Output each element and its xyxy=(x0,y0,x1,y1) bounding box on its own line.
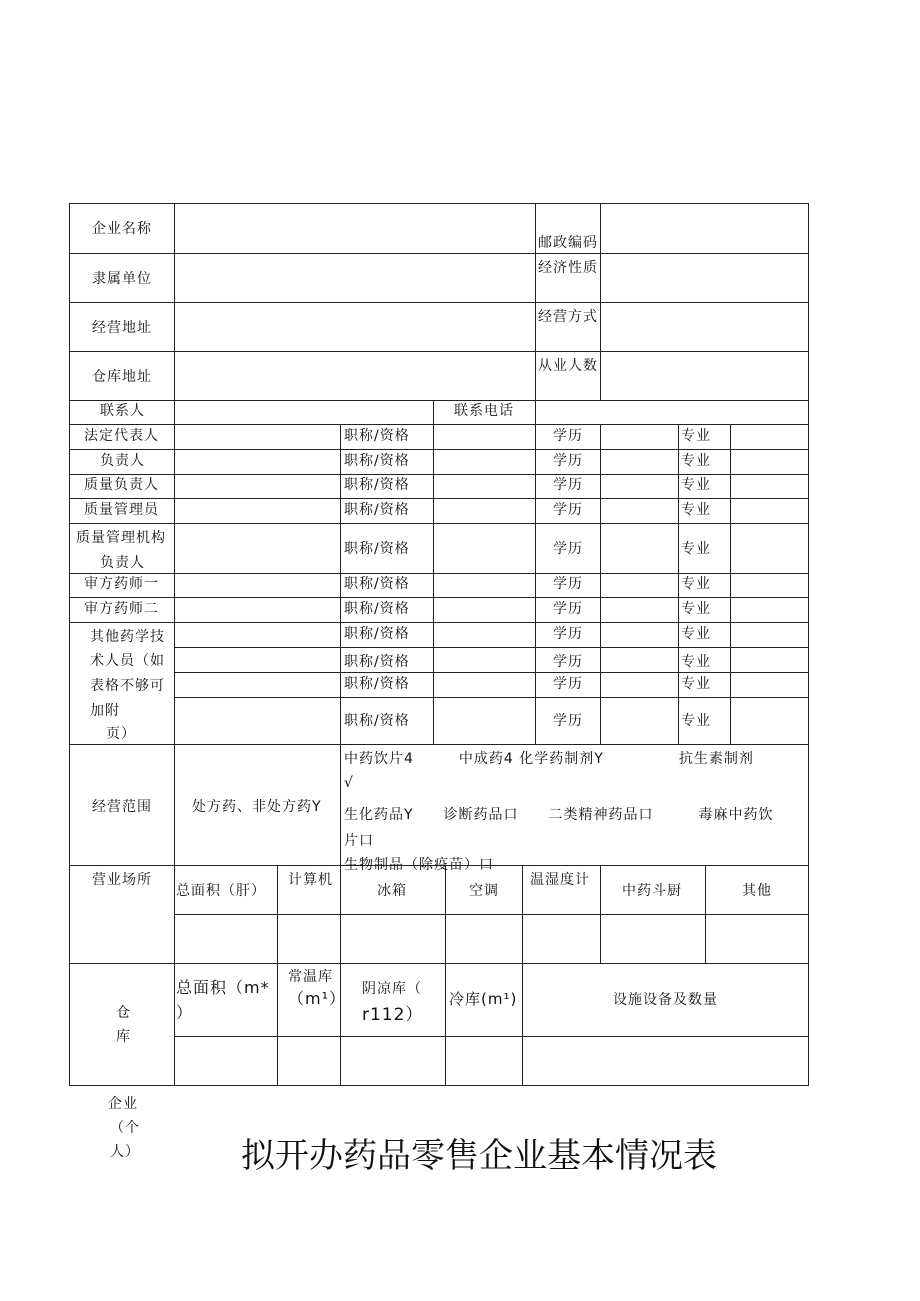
label-major: 专业 xyxy=(681,601,711,617)
premises-fridge: 冰箱 xyxy=(377,883,407,899)
table-border-left xyxy=(69,203,70,1086)
row-line xyxy=(69,351,809,352)
col-line xyxy=(678,424,679,744)
label-title: 职称/资格 xyxy=(344,654,410,670)
scope-line: 生化药品Y 诊断药品口 二类精神药品口 毒麻中药饮 xyxy=(344,807,774,823)
label-title: 职称/资格 xyxy=(344,676,410,692)
col-line xyxy=(340,424,341,744)
scope-options xyxy=(344,746,806,873)
label-major: 专业 xyxy=(681,477,711,493)
label-other-staff: 加附 xyxy=(90,703,120,719)
col-line xyxy=(535,203,536,400)
premises-total-area: 总面积（肝） xyxy=(176,883,266,899)
warehouse-cold: 冷库(m¹) xyxy=(449,990,518,1008)
label-quality-head: 质量负责人 xyxy=(84,477,159,493)
scope-line: 片口 xyxy=(344,833,374,849)
label-economic-nature: 经济性质 xyxy=(538,260,598,276)
label-title: 职称/资格 xyxy=(344,453,410,469)
label-other-staff: 页） xyxy=(106,726,136,742)
label-qa-dept: 质量管理机构 xyxy=(76,530,166,546)
label-affiliation: 隶属单位 xyxy=(92,271,152,287)
row-line xyxy=(69,449,809,450)
label-warehouse-1: 仓 xyxy=(116,1005,131,1021)
col-line xyxy=(535,424,536,744)
label-title: 职称/资格 xyxy=(344,626,410,642)
label-title: 职称/资格 xyxy=(344,541,410,557)
label-other-staff: 术人员（如 xyxy=(90,653,165,669)
warehouse-cool-b: r112） xyxy=(362,1005,424,1025)
label-warehouse-2: 库 xyxy=(116,1029,131,1045)
scope-line: 中药饮片4 中成药4 化学药制剂Y 抗生素制剂 xyxy=(344,751,754,767)
scope-line: √ xyxy=(344,775,354,791)
label-major: 专业 xyxy=(681,428,711,444)
label-legal-rep: 法定代表人 xyxy=(84,428,159,444)
label-major: 专业 xyxy=(681,453,711,469)
row-line xyxy=(69,400,809,401)
col-line xyxy=(600,424,601,744)
label-education: 学历 xyxy=(553,453,583,469)
table-border-top xyxy=(69,203,809,204)
col-line xyxy=(600,203,601,400)
col-line xyxy=(522,865,523,1085)
label-principal: 负责人 xyxy=(100,453,145,469)
applicant-label: 企业 xyxy=(108,1096,138,1112)
label-company-name: 企业名称 xyxy=(92,221,152,237)
warehouse-equipment: 设施设备及数量 xyxy=(613,992,718,1008)
label-education: 学历 xyxy=(553,713,583,729)
label-title: 职称/资格 xyxy=(344,477,410,493)
label-major: 专业 xyxy=(681,626,711,642)
row-line xyxy=(174,647,809,648)
label-major: 专业 xyxy=(681,654,711,670)
label-contact: 联系人 xyxy=(100,403,145,419)
col-line xyxy=(535,400,536,424)
label-title: 职称/资格 xyxy=(344,576,410,592)
label-major: 专业 xyxy=(681,713,711,729)
col-line xyxy=(445,865,446,1085)
row-line xyxy=(69,424,809,425)
col-line xyxy=(433,400,434,424)
row-line xyxy=(69,474,809,475)
row-line xyxy=(69,253,809,254)
scope-line: 生物制品（除疫苗）口 xyxy=(344,857,494,873)
col-line xyxy=(600,865,601,963)
label-pharmacist-2: 审方药师二 xyxy=(84,601,159,617)
col-line xyxy=(340,865,341,1085)
label-education: 学历 xyxy=(553,626,583,642)
label-major: 专业 xyxy=(681,576,711,592)
label-title: 职称/资格 xyxy=(344,601,410,617)
label-other-staff: 表格不够可 xyxy=(90,678,165,694)
label-title: 职称/资格 xyxy=(344,713,410,729)
premises-other: 其他 xyxy=(742,883,772,899)
row-line xyxy=(69,622,809,623)
premises-aircon: 空调 xyxy=(469,883,499,899)
row-line xyxy=(69,302,809,303)
label-education: 学历 xyxy=(553,676,583,692)
col-line xyxy=(705,865,706,963)
col-line xyxy=(277,865,278,1085)
col-line xyxy=(340,744,341,865)
label-major: 专业 xyxy=(681,502,711,518)
label-business-address: 经营地址 xyxy=(92,320,152,336)
label-title: 职称/资格 xyxy=(344,428,410,444)
row-line xyxy=(174,672,809,673)
premises-tcm-cabinet: 中药斗厨 xyxy=(622,883,682,899)
label-employees: 从业人数 xyxy=(538,358,598,374)
label-education: 学历 xyxy=(553,428,583,444)
label-pharmacist-1: 审方药师一 xyxy=(84,576,159,592)
row-line xyxy=(174,914,809,915)
scope-rx: 处方药、非处方药Y xyxy=(192,799,322,815)
applicant-label: 人） xyxy=(110,1144,140,1160)
label-education: 学历 xyxy=(553,654,583,670)
label-education: 学历 xyxy=(553,601,583,617)
label-quality-officer: 质量管理员 xyxy=(84,502,159,518)
row-line xyxy=(69,573,809,574)
label-warehouse-address: 仓库地址 xyxy=(92,369,152,385)
row-line xyxy=(69,744,809,745)
row-line xyxy=(174,1036,809,1037)
warehouse-total-area-b: ） xyxy=(176,1003,194,1022)
premises-thermo: 温湿度计 xyxy=(530,872,590,888)
row-line xyxy=(69,963,809,964)
applicant-label: （个 xyxy=(110,1120,140,1136)
warehouse-total-area: 总面积（m* xyxy=(176,978,270,997)
warehouse-cool: 阴凉库（ xyxy=(362,981,422,997)
warehouse-normal-b: （m¹） xyxy=(288,989,347,1008)
label-education: 学历 xyxy=(553,502,583,518)
label-title: 职称/资格 xyxy=(344,502,410,518)
row-line xyxy=(69,523,809,524)
label-business-mode: 经营方式 xyxy=(538,309,598,325)
label-contact-phone: 联系电话 xyxy=(454,403,514,419)
label-major: 专业 xyxy=(681,541,711,557)
row-line xyxy=(174,697,809,698)
table-border-bottom xyxy=(69,1085,809,1086)
label-business-scope: 经营范围 xyxy=(92,799,152,815)
row-line xyxy=(69,498,809,499)
label-education: 学历 xyxy=(553,576,583,592)
label-education: 学历 xyxy=(553,541,583,557)
col-line xyxy=(730,424,731,744)
row-line xyxy=(69,597,809,598)
col-line xyxy=(433,424,434,744)
premises-computer: 计算机 xyxy=(288,872,333,888)
label-qa-dept-head: 负责人 xyxy=(100,555,145,571)
label-education: 学历 xyxy=(553,477,583,493)
label-premises: 营业场所 xyxy=(92,872,152,888)
label-major: 专业 xyxy=(681,676,711,692)
label-postal-code: 邮政编码 xyxy=(538,235,598,251)
label-other-staff: 其他药学技 xyxy=(90,629,165,645)
table-border-right xyxy=(808,203,809,1086)
form-title: 拟开办药品零售企业基本情况表 xyxy=(241,1136,717,1176)
col-line xyxy=(174,203,175,1086)
warehouse-normal: 常温库 xyxy=(288,969,333,985)
